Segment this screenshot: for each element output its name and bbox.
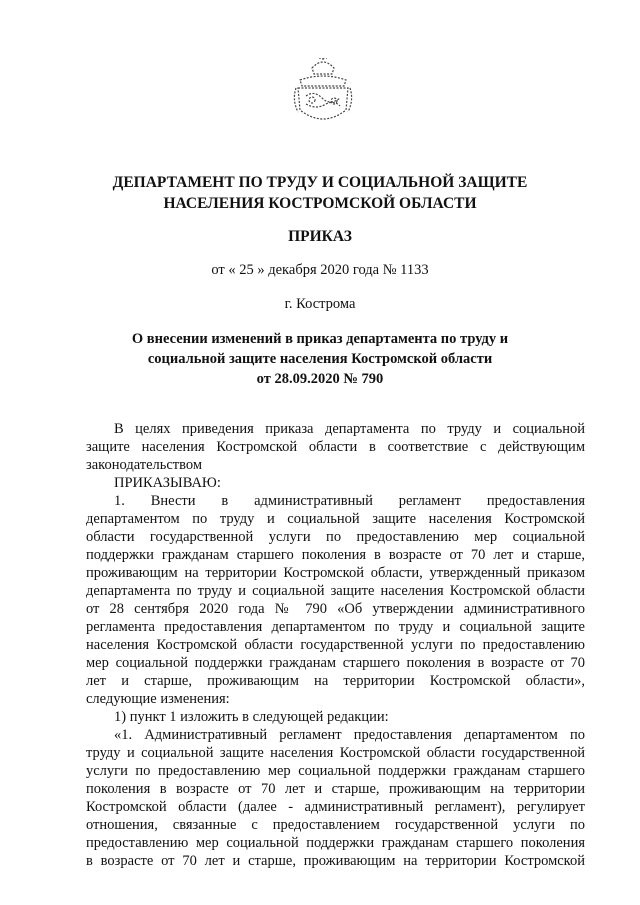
body-line: ПРИКАЗЫВАЮ: xyxy=(114,475,221,491)
body-line: лет и старше, проживающим на территории Костромской области», xyxy=(86,673,585,689)
body-line: мер социальной поддержки гражданам старшего поколения в возрасте от 70 xyxy=(86,655,585,671)
body-line: труду и социальной защите населения Костромской области государственной xyxy=(86,745,585,761)
body-line: области государственной услуги по предоставлению мер социальной xyxy=(86,529,585,545)
body-line: законодательством xyxy=(86,457,203,473)
body-line: 1. Внести в административный регламент предоставления xyxy=(114,493,585,509)
department-line-1: ДЕПАРТАМЕНТ ПО ТРУДУ И СОЦИАЛЬНОЙ ЗАЩИТЕ xyxy=(112,174,528,191)
body-line: поколения в возрасте от 70 лет и старше, проживающим на территории xyxy=(86,781,585,797)
body-line: населения Костромской области государственной услуги по предоставлению xyxy=(86,637,585,653)
body-line: услуги по предоставлению мер социальной поддержки гражданам старшего xyxy=(86,763,585,779)
document-type: ПРИКАЗ xyxy=(288,228,352,245)
department-line-2: НАСЕЛЕНИЯ КОСТРОМСКОЙ ОБЛАСТИ xyxy=(163,195,477,212)
body-line: проживающим на территории Костромской области, утвержденный приказом xyxy=(86,565,585,581)
subject-line-2: социальной защите населения Костромской области xyxy=(147,351,493,367)
body-line: регламента предоставления департаментом по труду и социальной защите xyxy=(86,619,585,635)
body-line: 1) пункт 1 изложить в следующей редакции: xyxy=(114,709,389,725)
body-line: «1. Административный регламент предоставления департаментом по xyxy=(114,727,585,743)
department-name xyxy=(0,172,640,214)
coat-of-arms-emblem xyxy=(292,58,354,130)
body-line: защите населения Костромской области в соответствие с действующим xyxy=(86,439,585,455)
body-line: следующие изменения: xyxy=(86,691,230,707)
body-line: отношения, связанные с предоставлением государственной услуги по xyxy=(86,817,585,833)
document-city: г. Кострома xyxy=(284,296,356,312)
document-subject xyxy=(130,329,510,389)
body-line: департамента по труду и социальной защите населения Костромской области xyxy=(86,583,585,599)
document-date-number: от « 25 » декабря 2020 года № 1133 xyxy=(211,262,429,278)
body-line: предоставлению мер социальной поддержки гражданам старшего поколения xyxy=(86,835,585,851)
body-line: в возрасте от 70 лет и старше, проживающим на территории Костромской xyxy=(86,853,585,869)
body-line: В целях приведения приказа департамента по труду и социальной xyxy=(114,421,585,437)
body-line: от 28 сентября 2020 года № 790 «Об утверждении административного xyxy=(86,601,585,617)
subject-line-3: от 28.09.2020 № 790 xyxy=(256,371,384,387)
body-line: департаментом по труду и социальной защите населения Костромской xyxy=(86,511,585,527)
body-line: поддержки гражданам старшего поколения в возрасте от 70 лет и старше, xyxy=(86,547,585,563)
body-line: Костромской области (далее - административный регламент), регулирует xyxy=(86,799,585,815)
subject-line-1: О внесении изменений в приказ департамента по труду и xyxy=(131,331,509,347)
